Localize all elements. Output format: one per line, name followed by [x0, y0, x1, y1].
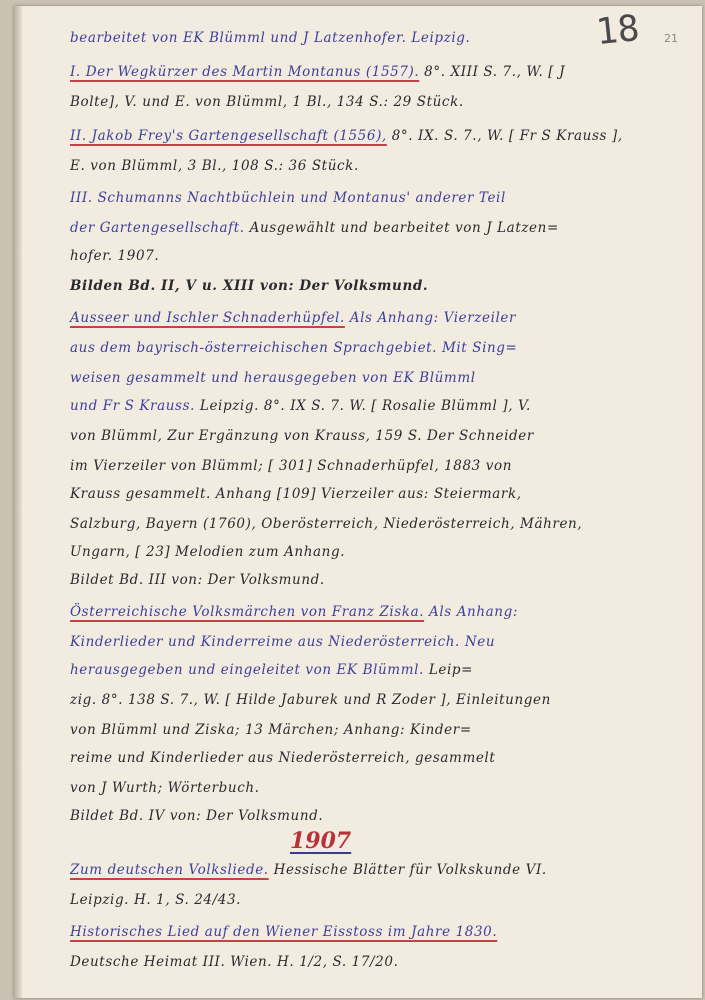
text-segment: und Fr S Krauss.	[70, 398, 196, 414]
page-number: 18	[593, 7, 642, 54]
text-line	[70, 28, 470, 48]
text-segment: Bolte], V. und E. von Blümml, 1 Bl., 134 S.: 29 Stück.	[70, 94, 464, 110]
text-line	[70, 456, 512, 476]
text-line	[70, 156, 359, 176]
text-line	[70, 570, 325, 590]
text-line	[70, 218, 559, 238]
text-segment: hofer. 1907.	[70, 248, 160, 264]
text-segment: Kinderlieder und Kinderreime aus Niederösterreich. Neu	[70, 634, 496, 650]
text-segment: der Gartengesellschaft.	[70, 220, 245, 236]
text-segment: Hessische Blätter für Volkskunde VI.	[268, 862, 547, 878]
underlined-title: Historisches Lied auf den Wiener Eisstoss im Jahre 1830.	[70, 924, 498, 940]
underlined-title: Zum deutschen Volksliede.	[70, 862, 269, 878]
text-line	[70, 246, 159, 266]
text-line	[70, 860, 547, 880]
text-segment: reime und Kinderlieder aus Niederösterreich, gesammelt	[70, 750, 496, 766]
year-heading: 1907	[290, 828, 352, 854]
text-line	[70, 542, 345, 562]
text-segment: Leip=	[423, 662, 474, 678]
text-line	[70, 484, 522, 504]
text-segment: Leipzig. 8°. IX S. 7. W. [ Rosalie Blümml ], V.	[195, 398, 531, 414]
text-segment: aus dem bayrisch-österreichischen Sprachgebiet. Mit Sing=	[70, 340, 518, 356]
text-line	[70, 276, 428, 296]
manuscript-page	[14, 6, 702, 998]
text-segment: im Vierzeiler von Blümml; [ 301] Schnaderhüpfel, 1883 von	[70, 458, 513, 474]
text-line	[70, 338, 517, 358]
text-segment: Leipzig. H. 1, S. 24/43.	[70, 892, 242, 908]
text-line	[70, 92, 464, 112]
text-segment: Deutsche Heimat III. Wien. H. 1/2, S. 17/20.	[70, 954, 399, 970]
text-segment: Bildet Bd. IV von: Der Volksmund.	[70, 808, 324, 824]
text-segment: Salzburg, Bayern (1760), Oberösterreich, Niederösterreich, Mähren,	[70, 516, 583, 532]
underlined-title: Österreichische Volksmärchen von Franz Ziska.	[70, 604, 425, 620]
text-line	[70, 690, 551, 710]
text-line	[70, 368, 476, 388]
text-segment: Als Anhang: Vierzeiler	[344, 310, 517, 326]
page-binding-edge	[14, 6, 22, 998]
text-line	[70, 660, 473, 680]
underlined-title: I. Der Wegkürzer des Martin Montanus (1557).	[70, 64, 420, 80]
text-segment: zig. 8°. 138 S. 7., W. [ Hilde Jaburek und R Zoder ], Einleitungen	[70, 692, 551, 708]
text-line	[70, 188, 506, 208]
text-line	[70, 396, 531, 416]
text-line	[70, 602, 518, 622]
text-segment: von Blümml, Zur Ergänzung von Krauss, 159 S. Der Schneider	[70, 428, 534, 444]
text-line	[70, 62, 565, 82]
text-segment: von J Wurth; Wörterbuch.	[70, 780, 260, 796]
text-line	[70, 922, 497, 942]
page-number-small: 21	[664, 32, 678, 45]
text-line	[70, 778, 260, 798]
text-segment: Krauss gesammelt. Anhang [109] Vierzeiler aus: Steiermark,	[70, 486, 522, 502]
text-segment: Ungarn, [ 23] Melodien zum Anhang.	[70, 544, 346, 560]
text-line	[70, 426, 534, 446]
text-line	[70, 632, 495, 652]
text-segment: Ausgewählt und bearbeitet von J Latzen=	[244, 220, 559, 236]
text-segment: 8°. IX. S. 7., W. [ Fr S Krauss ],	[386, 128, 623, 144]
text-line	[70, 308, 516, 328]
text-line	[70, 952, 398, 972]
text-line	[70, 890, 241, 910]
text-segment: 8°. XIII S. 7., W. [ J	[419, 64, 566, 80]
underlined-title: Ausseer und Ischler Schnaderhüpfel.	[70, 310, 345, 326]
text-segment: Als Anhang:	[424, 604, 518, 620]
text-line	[70, 720, 472, 740]
underlined-title: II. Jakob Frey's Gartengesellschaft (1556),	[70, 128, 387, 144]
text-segment: von Blümml und Ziska; 13 Märchen; Anhang: Kinder=	[70, 722, 472, 738]
text-segment: bearbeitet von EK Blümml und J Latzenhofer. Leipzig.	[70, 30, 471, 46]
text-line	[70, 806, 323, 826]
text-line	[70, 126, 623, 146]
text-segment: E. von Blümml, 3 Bl., 108 S.: 36 Stück.	[70, 158, 359, 174]
text-segment: weisen gesammelt und herausgegeben von EK Blümml	[70, 370, 476, 386]
text-segment: Bildet Bd. III von: Der Volksmund.	[70, 572, 325, 588]
text-segment: III. Schumanns Nachtbüchlein und Montanus' anderer Teil	[70, 190, 506, 206]
text-line	[70, 514, 582, 534]
text-segment: Bilden Bd. II, V u. XIII von: Der Volksmund.	[70, 278, 429, 294]
text-segment: herausgegeben und eingeleitet von EK Blümml.	[70, 662, 424, 678]
text-line	[70, 748, 495, 768]
